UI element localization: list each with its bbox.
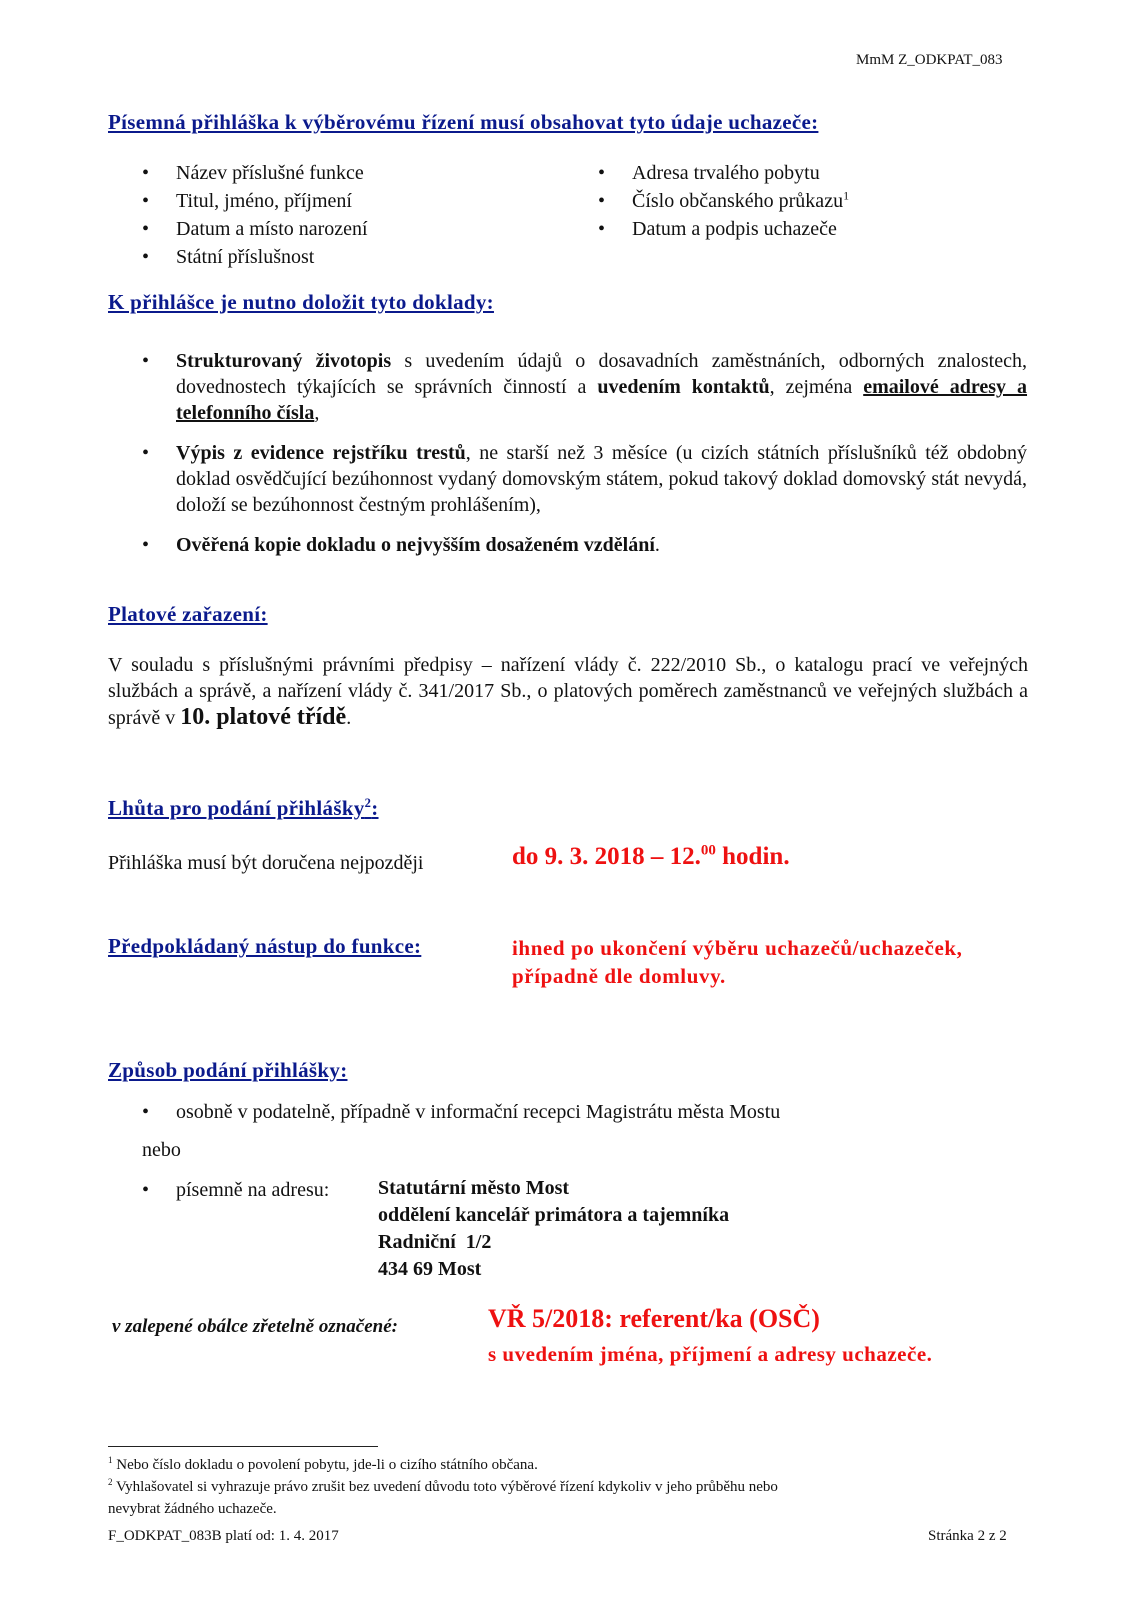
salary-class: 10. platové třídě — [180, 704, 347, 730]
start-value — [512, 934, 963, 990]
postal-address — [378, 1175, 729, 1283]
salary-body: V souladu s příslušnými právními předpisy – nařízení vlády č. 222/2010 Sb., o katalogu prací ve veřejných službách a správě, a nařízení vlády č. 341/2017 Sb., o platových poměrech zaměstnanců ve veřejných službách a správě v — [108, 654, 1028, 729]
start-heading: Předpokládaný nástup do funkce: — [108, 934, 422, 958]
documents-list — [142, 348, 1027, 558]
submission-heading: Způsob podání přihlášky: — [108, 1058, 348, 1082]
cv-text-2: , zejména — [769, 376, 864, 398]
cv-bold: Strukturovaný životopis — [176, 350, 392, 372]
address-line: oddělení kancelář primátora a tajemníka — [378, 1204, 730, 1226]
footnote-text: Vyhlašovatel si vyhrazuje právo zrušit bez uvedení důvodu toto výběrové řízení kdykoliv v jeho průběhu nebo — [115, 1479, 778, 1495]
list-item: • Titul, jméno, příjmení — [142, 187, 562, 215]
footnote-divider — [108, 1446, 378, 1447]
envelope-subtitle: s uvedením jména, příjmení a adresy uchazeče. — [488, 1342, 933, 1366]
address-line: 434 69 Most — [378, 1258, 482, 1280]
submission-option-2 — [142, 1176, 402, 1204]
list-item: • písemně na adresu: — [142, 1176, 402, 1204]
list-item-cv — [142, 348, 1027, 426]
deadline-minutes: 00 — [700, 842, 716, 859]
envelope-label: v zalepené obálce zřetelně označené: — [112, 1316, 398, 1337]
deadline-hours: hodin. — [715, 843, 790, 870]
deadline-value — [512, 843, 790, 871]
deadline-label: Přihláška musí být doručena nejpozději — [108, 852, 424, 874]
salary-heading: Platové zařazení: — [108, 602, 268, 626]
document-code: MmM Z_ODKPAT_083 — [856, 52, 1003, 68]
footnote-text-continued: nevybrat žádného uchazeče. — [108, 1501, 277, 1517]
footer-form-code: F_ODKPAT_083B platí od: 1. 4. 2017 — [108, 1528, 339, 1544]
list-item: • Název příslušné funkce — [142, 159, 562, 187]
list-item: • Státní příslušnost — [142, 243, 562, 271]
footnote-ref: 1 — [843, 188, 850, 203]
envelope-title: VŘ 5/2018: referent/ka (OSČ) — [488, 1304, 820, 1333]
submission-option-1 — [142, 1098, 1022, 1126]
email-phone-bold: emailové adresy a telefonního čísla — [176, 376, 1028, 424]
footnotes — [108, 1454, 1028, 1520]
list-item — [598, 187, 1038, 215]
list-item-text: Číslo občanského průkazu — [632, 190, 844, 212]
documents-heading: K přihlášce je nutno doložit tyto doklady: — [108, 290, 494, 314]
footnote-1 — [108, 1454, 1028, 1476]
footnote-ref: 2 — [364, 796, 372, 810]
deadline-heading-colon: : — [371, 796, 379, 820]
footnote-mark: 1 — [108, 1455, 113, 1465]
record-text: , ne starší než 3 měsíce (u cizích státních příslušníků též obdobný doklad osvědčující bezúhonnost vydaný domovským státem, pokud takový doklad domovský stát nevydá, doloží se bezúhonnost čestným prohlášením), — [176, 442, 1027, 516]
start-line-1: ihned po ukončení výběru uchazečů/uchazeček, — [512, 936, 963, 960]
deadline-date: do 9. 3. 2018 – 12. — [512, 843, 701, 870]
footnote-mark: 2 — [108, 1477, 113, 1487]
address-line: Radniční 1/2 — [378, 1231, 492, 1253]
education-bold: Ověřená kopie dokladu o nejvyšším dosaženém vzdělání — [176, 534, 655, 556]
cv-text-3: , — [314, 402, 320, 424]
or-text: nebo — [142, 1139, 181, 1161]
list-item: • Datum a podpis uchazeče — [598, 215, 1038, 243]
footnote-2 — [108, 1476, 1028, 1498]
list-item: • Adresa trvalého pobytu — [598, 159, 1038, 187]
deadline-heading — [108, 796, 379, 821]
list-item-education — [142, 532, 1027, 558]
contacts-bold: uvedením kontaktů — [597, 376, 770, 398]
application-left-list — [142, 159, 562, 271]
list-item: • Datum a místo narození — [142, 215, 562, 243]
deadline-heading-text: Lhůta pro podání přihlášky — [108, 796, 365, 820]
page-number: Stránka 2 z 2 — [928, 1528, 1007, 1544]
record-bold: Výpis z evidence rejstříku trestů — [176, 442, 466, 464]
footnote-text: Nebo číslo dokladu o povolení pobytu, jde-li o cizího státního občana. — [116, 1457, 538, 1473]
list-item-criminal-record — [142, 440, 1027, 518]
application-right-list — [598, 159, 1038, 243]
start-line-2: případně dle domluvy. — [512, 964, 726, 988]
education-text: . — [654, 534, 660, 556]
salary-text — [108, 652, 1028, 731]
cv-text: s uvedením údajů o dosavadních zaměstnáních, odborných znalostech, dovednostech týkajících se správních činností a — [176, 350, 1027, 398]
application-heading: Písemná přihláška k výběrovému řízení musí obsahovat tyto údaje uchazeče: — [108, 110, 819, 134]
address-line: Statutární město Most — [378, 1177, 570, 1199]
salary-end: . — [346, 707, 352, 729]
list-item: • osobně v podatelně, případně v informační recepci Magistrátu města Mostu — [142, 1098, 1022, 1126]
